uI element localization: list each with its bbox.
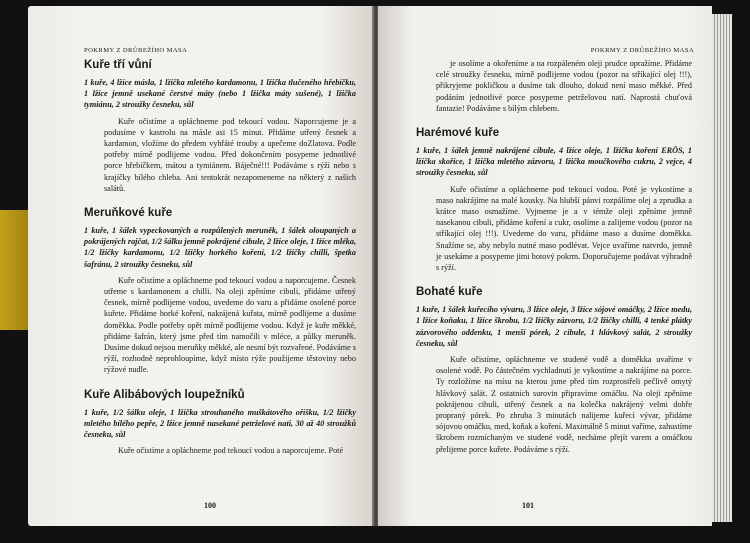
yellow-object-edge (0, 210, 30, 330)
running-head-right: POKRMY Z DRŮBEŽÍHO MASA (590, 47, 694, 54)
recipe-method: Kuře očistíme a opláchneme pod tekoucí vodou. Naporcujeme je a podusíme v kastrolu na másle asi 15 minut. Přidáme utřený česnek a kardamon, vložíme do předem vyhřáté trouby a upečeme doZlatova. Podle potřeby mírně podlijeme vodou. Před dokončením posypeme jednotlivé porce hřebíčkem, mátou a tymiánem. Báječné!!! Podáváme s rýží nebo s krajíčky bílého chleba. Ani tentokrát nezapomeneme na některý z našich salátů. (104, 116, 356, 193)
recipe-method: Kuře očistíme, opláchneme ve studené vodě a doměkka uvaříme v osolené vodě. Po částečném vychladnutí je vykostíme a nakrájíme na porce. Ty rozložíme na mísu na kterou jsme před tím rozprostřeli pečlivě omytý hlávkový salát. Z ostatních surovin připravíme omáčku. Na oleji zpěníme pokrájenou cibuli, utřený česnek a na kolečka nakrájený velmi dobře propraný pórek. Po zhruba 3 minutách nalijeme kuřecí vývar, přidáme sójovou omáčku, med, koňak a koření. Maximálně 5 minut vaříme, zahustíme škrobem rozmíchaným ve studené vodě, necháme přejít varem a omáčkou přelijeme porce kuřete. Podáváme s rýží. (436, 355, 692, 454)
page-edges (712, 14, 732, 522)
page-number-left: 100 (204, 501, 216, 510)
right-page (378, 6, 712, 526)
recipe-method: Kuře očistíme a opláchneme pod tekoucí vodou a naporcujeme. Česnek utřeme s kardamonem a chilli. Na oleji zpěníme cibuli, přidáme utřený česnek, mírně podlijeme vodou, uvedeme do varu a přidáme osolené porce kuřete. Přidáme horké koření, nakrájená kuřata, mírně podlijeme a dusíme doměkka. Podle potřeby opět mírně podlijeme vodou. Když je kuře měkké, přidáme šafrán, který jsme před tím namočili v mléce, a půlky meruněk. Dusíme dokud nejsou meruňky měkké, ale nesmí být rozvařené. Podáváme s rýží, rozhodně neprohloupíme, když místo rýže použijeme těstoviny nebo rýžové nudle. (104, 275, 356, 375)
recipe-ingredients: 1 kuře, 1 šálek vypeckovaných a rozpůlených meruněk, 1 šálek oloupaných a pokrájených rajčat, 1/2 šálku jemně pokrájené cibule, 2 lžíce oleje, 1 lžíce mléka, 1/2 lžičky kardamonu, 1/2 lžičky horkého koření, 1/2 lžičky chilli, špetka šafránu, 2 stroužky česneku, sůl (84, 226, 356, 269)
recipe-title: Bohaté kuře (416, 286, 483, 299)
page-number-right: 101 (522, 501, 534, 510)
left-page-content (84, 58, 356, 456)
recipe-ingredients: 1 kuře, 4 lžíce másla, 1 lžička mletého kardamonu, 1 lžička tlučeného hřebíčku, 1 lžíce jemně usekané čerstvé máty (nebo 1 lžička máty sušené), 1 lžička tymiánu, 2 stroužky česneku, sůl (84, 78, 356, 110)
recipe-method: Kuře očistíme a opláchneme pod tekoucí vodou. Poté je vykostíme a maso nakrájíme na malé kousky. Na hlubší pánvi rozpálíme olej a zprudka a krátce maso osmažíme. Vyjmeme je a v témže oleji zpěníme jemně nasekanou cibuli, přidáme koření a cukr, osolíme a zalijeme vodou (pozor na stříkající olej !!!). Uvedeme do varu, přidáme maso a dusíme doměkka. Snažíme se, aby nebylo nutné maso podlévat. Vejce uvaříme natvrdo, jemně je usekáme a posypeme jimi hotový pokrm. Doporučujeme podávat výhradně s rýží. (436, 184, 692, 273)
recipe-ingredients: 1 kuře, 1 šálek jemně nakrájené cibule, 4 lžíce oleje, 1 lžička koření ERÖS, 1 lžička skořice, 1 lžička mletého zázvoru, 1 lžička moučkového cukru, 2 vejce, 4 stroužky česneku, sůl (416, 146, 692, 178)
running-head-left: POKRMY Z DRŮBEŽÍHO MASA (84, 47, 188, 54)
recipe-title: Harémové kuře (416, 127, 500, 140)
recipe-method-continuation: je osolíme a okořeníme a na rozpáleném oleji prudce opražíme. Přidáme celé stroužky česneku, mírně podlijeme vodou (pozor na stříkající olej !!!), přikryjeme pokličkou a dusíme tak dlouho, dokud není maso měkké. Před podáním jednotlivé porce posypeme petrželovou natí. Naprostá chuťová fantazie! Podáváme s bílým chlebem. (436, 59, 692, 113)
recipe-ingredients: 1 kuře, 1 šálek kuřecího vývaru, 3 lžíce oleje, 3 lžíce sójové omáčky, 2 lžíce medu, 1 lžíce koňaku, 1 lžíce škrobu, 1/2 lžičky zázvoru, 1/2 lžičky chilli, 4 tenké plátky zázvorového oddenku, 1 menší pórek, 2 cibule, 1 hlávkový salát, 2 stroužky česneku, sůl (416, 305, 692, 348)
left-page (28, 6, 373, 526)
recipe-title: Kuře tří vůní (84, 59, 152, 71)
recipe-ingredients: 1 kuře, 1/2 šálku oleje, 1 lžička strouhaného muškátového oříšku, 1/2 lžičky mletého bílého pepře, 2 lžíce jemně nasekané petrželové nati, 30 až 40 stroužků česneku, sůl (84, 407, 356, 440)
recipe-method: Kuře očistíme a opláchneme pod tekoucí vodou a naporcujeme. Poté (118, 446, 344, 456)
right-page-content (416, 58, 692, 455)
recipe-title: Meruňkové kuře (84, 207, 173, 220)
recipe-title: Kuře Alibábových loupežníků (84, 388, 245, 401)
